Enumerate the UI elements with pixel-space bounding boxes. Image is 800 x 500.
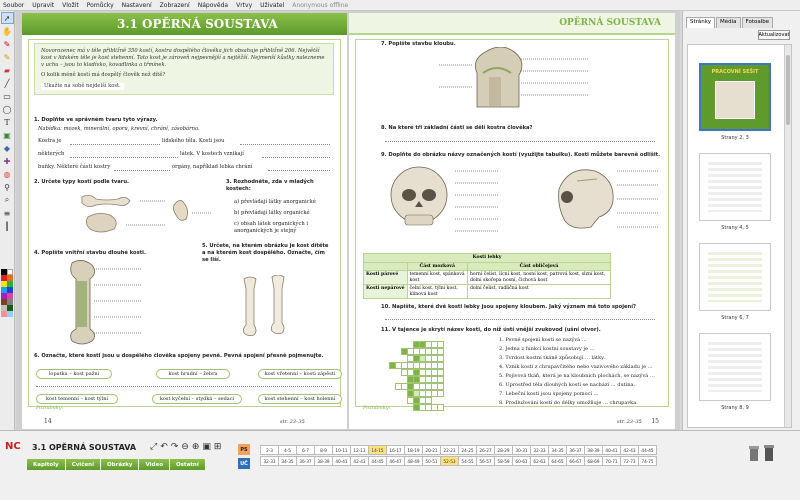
chapters-button[interactable]: Kapitoly (27, 459, 66, 470)
page-cell[interactable]: 52-53 (440, 456, 459, 466)
page-cell[interactable]: 36-37 (566, 445, 585, 455)
page-cell[interactable]: 48-49 (404, 456, 423, 466)
thumbnail-pages-8-9[interactable] (699, 333, 771, 401)
crossword-hint: 6. Uprostřed těla dlouhých kostí se nachází … dutina. (499, 382, 636, 388)
page-cell[interactable]: 10-11 (332, 445, 351, 455)
ellipse-tool-icon[interactable]: ◯ (2, 104, 12, 114)
panel-tabs (683, 17, 800, 28)
right-page (349, 13, 675, 429)
thumbnail-list (687, 44, 792, 428)
intro-text: Novorozenec má v těle přibližně 350 kostí, kostra dospělého člověka jich obsahuje přibližně 206. Největší kost v lidském těle je kost stehenní. Tato kost je zároveň nejpevnější a nejtěžší. Nejmenší kůstky nalezneme v uchu – jsou to kladívko, kovadlinka a třmínek. (41, 48, 325, 68)
notes-label: Poznámky: (36, 405, 64, 411)
page-cell[interactable]: 28-29 (494, 445, 513, 455)
bottom-navigation (0, 430, 800, 500)
table-cell: čelní kost, týlní kost, klínová kost (407, 285, 467, 299)
left-page (22, 13, 347, 429)
crossword-row (383, 376, 443, 383)
answer-field[interactable] (70, 157, 178, 158)
book-view (16, 11, 680, 430)
joint-pill[interactable]: kost temenní – kost týlní (36, 394, 118, 404)
page-cell[interactable]: 38-39 (584, 445, 603, 455)
zoom-in-icon[interactable]: ⊕ (191, 442, 200, 452)
q1-line1-start: Kostra je (38, 138, 62, 144)
page-cell[interactable]: 70-71 (602, 456, 621, 466)
crossword-row (383, 397, 443, 404)
table-row-label: Kosti nepárové (364, 285, 408, 299)
video-button[interactable]: Video (139, 459, 170, 470)
joint-pill[interactable]: kost vřetenní – kosti zápěstí (258, 369, 342, 379)
notes-label: Poznámky: (363, 405, 391, 411)
crossword-cell[interactable] (437, 404, 444, 411)
cover-image (715, 81, 755, 119)
question-6: 6. Označte, které kosti jsou u dospělého člověka spojeny pevně. Pevná spojení přesně pojmenujte. (34, 353, 324, 359)
question-9: 9. Doplňte do obrázku názvy označených kostí (využijte tabulku). Kosti můžete barevně odlišit. (381, 152, 661, 158)
thumb-preview (708, 162, 762, 212)
answer-field[interactable] (268, 170, 330, 171)
page-cell[interactable]: 36-37 (296, 456, 315, 466)
images-button[interactable]: Obrázky (101, 459, 139, 470)
page-row-workbook (260, 445, 656, 456)
magnifier-tool-icon[interactable]: ⌕ (4, 195, 10, 204)
page-cell[interactable]: 30-31 (512, 445, 531, 455)
q1-line2-end: látek. V kostech vznikají (180, 151, 244, 157)
page-number: 15 (651, 418, 659, 425)
page-cell[interactable]: 14-15 (368, 445, 387, 455)
crossword-cell[interactable] (437, 362, 444, 369)
joint-pill[interactable]: kost kyčelní – stydká – sedací (152, 394, 242, 404)
connection-status: Anonymous offline (292, 1, 349, 9)
q3-option-a[interactable]: a) převládají látky anorganické (234, 199, 316, 205)
page-cell[interactable]: 8-9 (314, 445, 333, 455)
page-cell[interactable]: 34-35 (548, 445, 567, 455)
menu-settings[interactable]: Nastavení (121, 1, 152, 9)
grid-icon[interactable]: ⊞ (213, 442, 222, 452)
section-buttons (27, 459, 206, 470)
table-cell: temenní kost, spánková kost (407, 271, 467, 285)
tab-media[interactable]: Média (716, 17, 741, 28)
page-cell[interactable]: 50-51 (422, 456, 441, 466)
crossword-cell[interactable] (437, 383, 444, 390)
crossword-cell[interactable] (437, 355, 444, 362)
undo-icon[interactable]: ↶ (160, 442, 168, 452)
page-cell[interactable]: 44-45 (638, 445, 657, 455)
pointer-tool-icon[interactable]: ➚ (1, 12, 14, 24)
question-2: 2. Určete typy kostí podle tvaru. (34, 179, 130, 185)
page-cell[interactable]: 2-3 (260, 445, 279, 455)
thumbnail-label: Strany 2, 3 (721, 135, 749, 141)
table-row-label: Kosti párové (364, 271, 408, 285)
answer-field[interactable] (385, 141, 655, 142)
chapter-title: 3.1 OPĚRNÁ SOUSTAVA (32, 443, 137, 452)
textbook-toggle[interactable]: UČ (238, 458, 250, 469)
question-1-offer: Nabídka: mozek, minerální, oporu, krevní, chrání, zásobárna. (38, 126, 200, 132)
fullscreen-icon[interactable]: ▣ (202, 442, 211, 452)
bone-types-illustration (74, 191, 214, 239)
table-row (364, 271, 611, 285)
crossword-row (383, 362, 443, 369)
tab-photoalbum[interactable]: Fotoalbe (742, 17, 774, 28)
table-cell: horní čelist, lícní kost, nosní kost, patrová kost, slzní kost, dolní skořepa nosní, čichová kost (467, 271, 610, 285)
pen-tool-icon[interactable]: ✎ (3, 39, 11, 49)
thumbnail-pages-2-3[interactable] (699, 63, 771, 131)
other-button[interactable]: Ostatní (170, 459, 206, 470)
fit-page-icon[interactable]: ⤢ (150, 442, 158, 452)
page-cell[interactable]: 66-67 (566, 456, 585, 466)
page-number: 14 (44, 418, 52, 425)
crossword-row (383, 390, 443, 397)
q3-option-b[interactable]: b) převládají látky organické (234, 210, 310, 216)
page-title: 3.1 OPĚRNÁ SOUSTAVA (22, 13, 347, 35)
page-cell[interactable]: 56-57 (476, 456, 495, 466)
menu-user[interactable]: Uživatel (260, 1, 285, 9)
q1-line3-start: buňky. Některé části kostry (38, 164, 111, 170)
thumbnail-label: Strany 4, 5 (721, 225, 749, 231)
page-cell[interactable]: 34-35 (278, 456, 297, 466)
question-11: 11. V tajence je skrytí název kosti, do níž ústí vnější zvukovod (ušní otvor). (381, 327, 601, 333)
menu-layers[interactable]: Vrtvy (236, 1, 253, 9)
q1-line3-end: orgány, například lebka chrání (172, 164, 253, 170)
intro-box (34, 43, 334, 95)
crossword-hint: 8. Prodlužování kostí do délky umožňuje … chrupavka. (499, 400, 638, 406)
page-cell[interactable]: 62-63 (530, 456, 549, 466)
fill-tool-icon[interactable]: ◍ (3, 169, 11, 179)
joint-pill[interactable]: lopatka – kost pažní (36, 369, 112, 379)
crossword-row (383, 348, 443, 355)
page-row-textbook (260, 456, 656, 467)
color-picker-icon[interactable]: ⚲ (4, 182, 10, 192)
trash-icon[interactable] (763, 443, 775, 463)
joint-pill[interactable]: kost stehenní – kost holenní (258, 394, 342, 404)
thumbnail-pages-6-7[interactable] (699, 243, 771, 311)
page-cell[interactable]: 44-45 (368, 456, 387, 466)
page-cell[interactable]: 18-19 (404, 445, 423, 455)
child-adult-bone-illustration (236, 275, 296, 337)
swatch[interactable] (7, 311, 13, 317)
redo-icon[interactable]: ↷ (170, 442, 179, 452)
page-cell[interactable]: 46-47 (386, 456, 405, 466)
view-controls (150, 442, 224, 452)
page-reference: str. 23–35 (617, 419, 642, 425)
table-title: Kosti lebky (364, 254, 611, 263)
shapes-tool-icon[interactable]: ◆ (3, 143, 11, 153)
crossword-hint: 7. Lebeční kosti jsou spojeny pomocí … (499, 391, 599, 397)
q1-line1-end: lidského těla. Kosti jsou (162, 138, 225, 144)
q3-option-c[interactable]: c) obsah látek organických i anorganických je stejný (234, 221, 309, 234)
joint-pill[interactable]: kost hrudní – žebra (156, 369, 230, 379)
crossword-hint: 1. Pevné spojení kostí se nazývá … (499, 337, 587, 343)
question-10: 10. Napište, které dvě kosti lebky jsou spojeny kloubem. Jaký význam má toto spojení? (381, 304, 636, 310)
crossword-row (383, 369, 443, 376)
menu-insert[interactable]: Vložit (62, 1, 79, 9)
page-cell[interactable]: 74-75 (638, 456, 657, 466)
page-cell[interactable]: 24-25 (458, 445, 477, 455)
page-reference: str. 23–35 (280, 419, 305, 425)
crossword-cell[interactable] (437, 341, 444, 348)
page-cell[interactable]: 32-33 (530, 445, 549, 455)
menu-help[interactable]: Nápověda (197, 1, 229, 9)
page-cell[interactable]: 42-43 (620, 445, 639, 455)
intro-question: O kolik méně kostí má dospělý člověk než dítě? (41, 72, 166, 78)
page-cell[interactable]: 6-7 (296, 445, 315, 455)
crossword-grid[interactable] (383, 341, 443, 411)
page-cell[interactable]: 38-39 (314, 456, 333, 466)
color-palette[interactable] (1, 269, 13, 317)
page-cell[interactable]: 64-65 (548, 456, 567, 466)
table-cell: dolní čelist, radličná kost (467, 285, 610, 299)
hand-tool-icon[interactable]: ✋ (2, 26, 12, 36)
crossword-hint: 2. Jedna z funkcí kostní soustavy je … (499, 346, 595, 352)
zoom-out-icon[interactable]: ⊖ (181, 442, 189, 452)
eraser-tool-icon[interactable]: ▰ (3, 65, 11, 75)
line-tool-icon[interactable]: ╱ (4, 78, 10, 88)
slider-icon[interactable]: ┃ (4, 221, 10, 231)
crossword-hint: 5. Pojivová tkáň, která je na kloubních plochách, se nazývá … (499, 373, 655, 379)
page-cell[interactable]: 68-69 (584, 456, 603, 466)
thumbnail-scrollbar[interactable] (784, 45, 791, 427)
workbook-toggle[interactable]: PS (238, 444, 250, 455)
thumbnail-pages-4-5[interactable] (699, 153, 771, 221)
menu-bar (0, 0, 800, 11)
tab-pages[interactable]: Stránky (686, 17, 715, 28)
crossword-cell[interactable] (437, 376, 444, 383)
answer-field[interactable] (70, 144, 160, 145)
crossword-hint: 3. Tvrdost kostní tkáně způsobují … látky. (499, 355, 605, 361)
thumbnail-label: Strany 6, 7 (721, 315, 749, 321)
table-row (364, 285, 611, 299)
joint-illustration (439, 47, 629, 113)
exercises-button[interactable]: Cvičení (66, 459, 101, 470)
crossword-row (383, 341, 443, 348)
scrollbar-thumb[interactable] (786, 55, 790, 125)
bin-icon[interactable] (748, 443, 760, 463)
cover-title: PRACOVNÍ SEŠIT (711, 69, 759, 75)
table-header: Část obličejová (467, 262, 610, 271)
table-corner (364, 262, 408, 271)
question-7: 7. Popište stavbu kloubu. (381, 41, 456, 47)
menu-tools[interactable]: Pomůcky (86, 1, 114, 9)
thumb-preview (708, 342, 762, 392)
skull-illustration (371, 161, 661, 247)
refresh-button[interactable]: Aktualizovat (758, 32, 790, 38)
page-cell[interactable]: 4-5 (278, 445, 297, 455)
page-cell[interactable]: 42-43 (350, 456, 369, 466)
long-bone-illustration (62, 259, 202, 345)
answer-field[interactable] (240, 144, 330, 145)
question-8: 8. Na které tři základní části se dělí kostra člověka? (381, 125, 533, 131)
tool-bar (0, 11, 15, 430)
stamp-tool-icon[interactable]: ✚ (3, 156, 11, 166)
page-cell[interactable]: 20-21 (422, 445, 441, 455)
marker-tool-icon[interactable]: ✎ (3, 52, 11, 62)
rectangle-tool-icon[interactable]: ▭ (3, 91, 11, 101)
question-4: 4. Popište vnitřní stavbu dlouhé kosti. (34, 250, 146, 256)
thumbnail-label: Strany 8, 9 (721, 405, 749, 411)
answer-field[interactable] (262, 157, 330, 158)
menu-edit[interactable]: Upravit (32, 1, 55, 9)
crossword-cell[interactable] (437, 369, 444, 376)
crossword-row (383, 355, 443, 362)
skull-bones-table (363, 253, 611, 299)
crossword-row (383, 383, 443, 390)
answer-field[interactable] (385, 319, 655, 320)
page-cell[interactable]: 12-13 (350, 445, 369, 455)
page-cell[interactable]: 32-33 (260, 456, 279, 466)
q1-line2-start: některých (38, 151, 65, 157)
utility-icons (748, 443, 778, 463)
page-cell[interactable]: 40-41 (332, 456, 351, 466)
crossword-cell[interactable] (437, 390, 444, 397)
question-1: 1. Doplňte ve správném tvaru tyto výrazy. (34, 117, 158, 123)
page-cell[interactable]: 58-59 (494, 456, 513, 466)
answer-field[interactable] (114, 170, 170, 171)
page-cell[interactable]: 16-17 (386, 445, 405, 455)
page-cell[interactable]: 26-27 (476, 445, 495, 455)
page-cell[interactable]: 22-23 (440, 445, 459, 455)
page-cell[interactable]: 54-55 (458, 456, 477, 466)
menu-file[interactable]: Soubor (3, 1, 25, 9)
answer-field[interactable] (36, 386, 332, 387)
crossword-cell[interactable] (437, 348, 444, 355)
crossword-row (383, 404, 443, 411)
page-cell[interactable]: 40-41 (602, 445, 621, 455)
table-header: Část mozková (407, 262, 467, 271)
image-tool-icon[interactable]: ▣ (3, 130, 11, 140)
page-cell[interactable]: 72-73 (620, 456, 639, 466)
page-title: OPĚRNÁ SOUSTAVA (349, 13, 675, 35)
question-5: 5. Určete, na kterém obrázku je kost dítěte a na kterém kost dospělého. Označte, čím se liší. (202, 243, 329, 263)
menu-view[interactable]: Zobrazení (159, 1, 190, 9)
question-3: 3. Rozhodněte, zda v mladých kostech: (226, 179, 314, 192)
text-tool-icon[interactable]: T (4, 117, 10, 127)
crossword-hint: 4. Vznik kostí z chrupavčitého nebo vazivového základu je … (499, 364, 653, 370)
brand-logo: NC (5, 441, 21, 452)
line-width-icon[interactable]: ≡ (3, 208, 11, 218)
thumb-preview (708, 252, 762, 302)
intro-task: Ukažte na sobě nejdelší kost. (41, 83, 124, 90)
pages-panel (682, 11, 800, 430)
page-navigator (260, 445, 656, 467)
page-cell[interactable]: 60-61 (512, 456, 531, 466)
crossword-cell (437, 397, 444, 404)
